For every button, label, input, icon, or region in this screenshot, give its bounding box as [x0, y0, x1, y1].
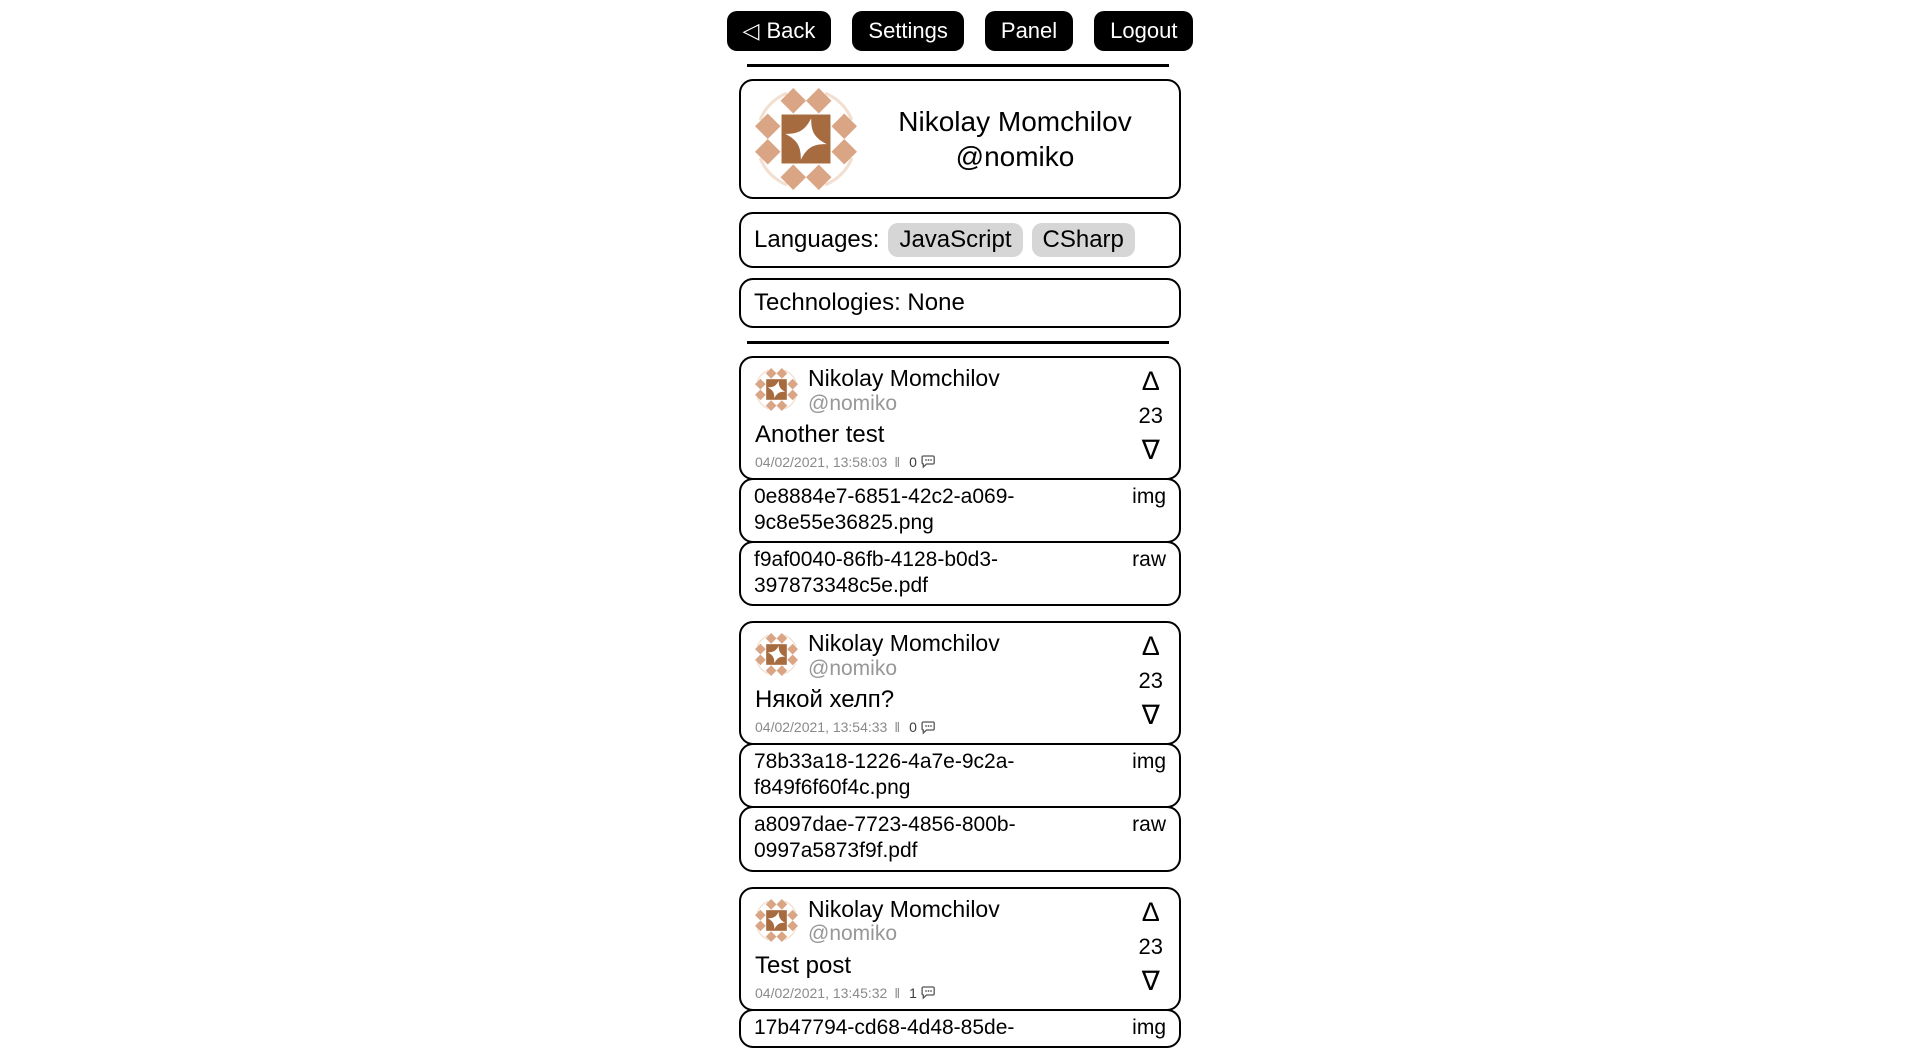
post-avatar — [755, 899, 798, 942]
divider-posts — [747, 341, 1169, 344]
post-handle: @nomiko — [808, 391, 898, 415]
post-handle: @nomiko — [808, 657, 898, 681]
post-author: Nikolay Momchilov — [808, 365, 1000, 391]
attachment-filename: 78b33a18-1226-4a7e-9c2a-f849f6f60f4c.png — [754, 750, 1015, 799]
languages-card — [739, 212, 1181, 268]
profile-handle: @nomiko — [955, 141, 1075, 172]
post-card[interactable] — [739, 621, 1181, 745]
attachment-type-label: img — [1132, 484, 1166, 508]
settings-button[interactable]: Settings — [852, 11, 964, 51]
attachment-type-label: raw — [1132, 813, 1166, 837]
technologies-label: Technologies: None — [754, 289, 965, 316]
attachment-row[interactable] — [739, 743, 1181, 808]
attachment-type-label: img — [1132, 1015, 1166, 1039]
attachment-list — [739, 1009, 1181, 1048]
profile-card — [739, 79, 1181, 199]
attachment-row[interactable] — [739, 478, 1181, 543]
post-title: Test post — [755, 951, 852, 979]
post-card[interactable] — [739, 356, 1181, 480]
attachment-row[interactable] — [739, 1009, 1181, 1048]
vote-count: 23 — [1138, 402, 1163, 428]
comment-count: 0 — [909, 453, 917, 470]
attachment-filename: a8097dae-7723-4856-800b-0997a5873f9f.pdf — [754, 813, 1016, 863]
back-arrow-icon: ◁ — [742, 18, 760, 43]
post-title: Някой хелп? — [755, 686, 895, 714]
logout-button[interactable]: Logout — [1094, 11, 1193, 51]
post-author: Nikolay Momchilov — [808, 630, 1000, 657]
languages-label: Languages: — [754, 226, 880, 253]
post-timestamp: 04/02/2021, 13:45:32 — [755, 984, 888, 1001]
upvote-button[interactable]: Δ — [1141, 366, 1160, 396]
attachment-type-label: img — [1132, 750, 1166, 774]
top-toolbar — [739, 11, 1181, 51]
technologies-card — [739, 278, 1181, 328]
divider-top — [747, 64, 1169, 67]
post-avatar — [755, 633, 798, 676]
vote-count: 23 — [1138, 668, 1163, 694]
comment-count: 1 — [909, 984, 917, 1001]
post-timestamp: 04/02/2021, 13:54:33 — [755, 719, 888, 736]
vote-count: 23 — [1138, 933, 1163, 959]
post-timestamp: 04/02/2021, 13:58:03 — [755, 453, 888, 470]
post-title: Another test — [755, 420, 885, 448]
profile-avatar — [755, 88, 857, 190]
comment-icon — [921, 454, 936, 469]
post-list — [739, 356, 1181, 1048]
panel-button[interactable]: Panel — [985, 11, 1073, 51]
comment-icon — [921, 720, 936, 735]
meta-separator: ‖ — [894, 984, 901, 1001]
downvote-button[interactable]: ∇ — [1141, 434, 1160, 465]
attachment-type-label: raw — [1132, 548, 1166, 572]
attachment-list — [739, 478, 1181, 606]
post-handle: @nomiko — [808, 922, 898, 946]
post-card[interactable] — [739, 887, 1181, 1011]
post-avatar — [755, 368, 798, 411]
attachment-filename: 0e8884e7-6851-42c2-a069-9c8e55e36825.png — [754, 484, 1015, 534]
language-badge: CSharp — [1032, 223, 1135, 257]
post-author: Nikolay Momchilov — [808, 895, 1000, 922]
post-group — [739, 621, 1181, 871]
meta-separator: ‖ — [894, 719, 901, 736]
upvote-button[interactable]: Δ — [1141, 896, 1160, 927]
attachment-filename: 17b47794-cd68-4d48-85de- — [754, 1015, 1015, 1039]
upvote-button[interactable]: Δ — [1141, 631, 1160, 662]
attachment-row[interactable] — [739, 806, 1181, 871]
back-button[interactable] — [727, 11, 832, 51]
language-pill-list — [888, 223, 1134, 257]
comment-count: 0 — [909, 719, 917, 736]
profile-name: Nikolay Momchilov — [898, 106, 1132, 137]
downvote-button[interactable]: ∇ — [1141, 700, 1160, 731]
attachment-row[interactable] — [739, 541, 1181, 606]
attachment-list — [739, 743, 1181, 871]
back-button-label: Back — [766, 18, 816, 43]
meta-separator: ‖ — [894, 453, 901, 470]
profile-page — [739, 0, 1181, 1048]
post-group — [739, 356, 1181, 606]
language-badge: JavaScript — [888, 223, 1022, 257]
downvote-button[interactable]: ∇ — [1141, 965, 1160, 996]
comment-icon — [921, 985, 936, 1000]
attachment-filename: f9af0040-86fb-4128-b0d3-397873348c5e.pdf — [754, 548, 999, 597]
post-group — [739, 887, 1181, 1048]
